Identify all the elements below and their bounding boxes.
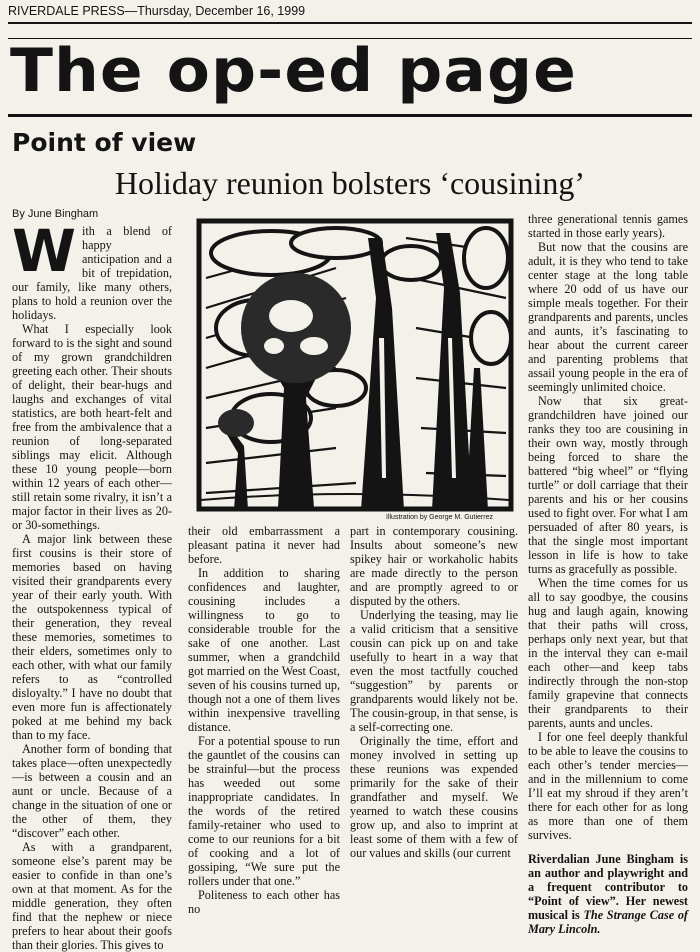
paragraph: In addition to sharing confidences and laughter, cousining includes a willingness to go to considerable trouble for the sake of one another. Last summer, when a grandchild got married on the West Coast, seven of his cousins turned up, though not a one of them lives within inexpensive travelling distance. (188, 566, 340, 734)
article-column-3 (350, 524, 518, 860)
paragraph: With a blend of happy anticipation and a bit of trepidation, our family, like many others, plans to hold a reunion over the holidays. (12, 217, 172, 322)
article-column-4 (528, 212, 688, 936)
title-bottom-rule (8, 114, 692, 117)
paragraph: But now that the cousins are adult, it is they who tend to take center stage at the long table where 20 odd of us have our simple meals together. For their grandparents and parents, uncles and aunts, it’s fascinating to hear about the current career and parenting problems that assail young people in the era of seemingly unlimited choice. (528, 240, 688, 394)
article-column-2 (188, 524, 340, 916)
paragraph: A major link between these first cousins is their store of memories based on having visited their grandparents every year of their early youth. With the outspokenness typical of their generation, they reveal these memories, sometimes to their elders, sometimes only to each other, with what our family refers to as “controlled disloyalty.” I have no doubt that even more fun is affectionately poked at me behind my back than to my face. (12, 532, 172, 742)
page-title: The op-ed page (10, 36, 577, 106)
drop-cap: W (12, 217, 76, 285)
article-column-1 (12, 217, 172, 952)
paragraph: Now that six great-grandchildren have joined our ranks they too are cousining in their own way, mostly through being forced to share the battered “big wheel” or “flying turtle” or doll carriage that their parents and his or her cousins used to fight over. For what I am persuaded of after 80 years, is that the single most important lesson in life is how to take turns as gracefully as possible. (528, 394, 688, 576)
paragraph: What I especially look forward to is the sight and sound of my grown grandchildren greeting each other. Their shouts of delight, their bear-hugs and laughs and exchanges of vital statistics, are both heart-felt and free from the ambivalence that a reunion of long-separated siblings may elicit. Although these 10 young people—born within 12 years of each other—still retain some rivalry, it isn’t a major factor in their lives as 20- or 30-somethings. (12, 322, 172, 532)
byline: By June Bingham (12, 208, 99, 220)
woodcut-illustration (196, 218, 514, 512)
article-headline: Holiday reunion bolsters ‘cousining’ (114, 165, 586, 201)
paragraph: Underlying the teasing, may lie a valid criticism that a sensitive cousin can pick up on and take usefully to heart in a way that even the most tactfully couched “suggestion” by parents or grandparents would likely not be. The cousin-group, in that sense, is a self-correcting one. (350, 608, 518, 734)
paragraph: For a potential spouse to run the gauntlet of the cousins can be strainful—but the process has weeded out some inappropriate candidates. In the words of the retired family-retainer who used to come to our reunions for a bit of cooking and a lot of gossiping, “We sure put the rollers under that one.” (188, 734, 340, 888)
paragraph: three generational tennis games started in those early years). (528, 212, 688, 240)
paragraph: Originally the time, effort and money involved in setting up these reunions was expended primarily for the sake of their grandfather and myself. We yearned to watch these cousins grow up, and also to imprint at least some of them with a few of our values and skills (our current (350, 734, 518, 860)
paragraph: part in contemporary cousining. Insults about someone’s new spikey hair or workaholic habits are made directly to the person and are promptly agreed to or disputed by the others. (350, 524, 518, 608)
paragraph: I for one feel deeply thankful to be able to leave the cousins to each other’s tender mercies—and in the millennium to come I’ll eat my shroud if they aren’t there for each other for as long as more than one of them survives. (528, 730, 688, 842)
masthead-rule (8, 22, 692, 24)
masthead: RIVERDALE PRESS—Thursday, December 16, 1999 (8, 4, 306, 18)
paragraph: As with a grandparent, someone else’s parent may be easier to confide in than one’s own at that moment. As for the middle generation, they often find that the nephew or niece prefers to hear about their goofs than their glories. This gives to (12, 840, 172, 952)
section-title: Point of view (12, 128, 197, 157)
illustration-credit: Illustration by George M. Gutierrez (386, 514, 493, 521)
author-bio: Riverdalian June Bingham is an author and playwright and a frequent contributor to “Point of view”. Her newest musical is The Strange Case of Mary Lincoln. (528, 852, 688, 936)
paragraph: Another form of bonding that takes place—often unexpectedly—is between a cousin and an aunt or uncle. Because of a change in the situation of one or the other of them, they “discover” each other. (12, 742, 172, 840)
paragraph: their old embarrassment a pleasant patina it never had before. (188, 524, 340, 566)
musical-title: The Strange Case of Mary Lincoln. (528, 908, 688, 936)
paragraph: When the time comes for us all to say goodbye, the cousins hug and laugh again, knowing that their paths will cross, perhaps only next year, but that in the interval they can e-mail each other—and keep tabs indirectly through the non-stop family grapevine that connects their grandparents to their parents, aunts and uncles. (528, 576, 688, 730)
paragraph: Politeness to each other has no (188, 888, 340, 916)
